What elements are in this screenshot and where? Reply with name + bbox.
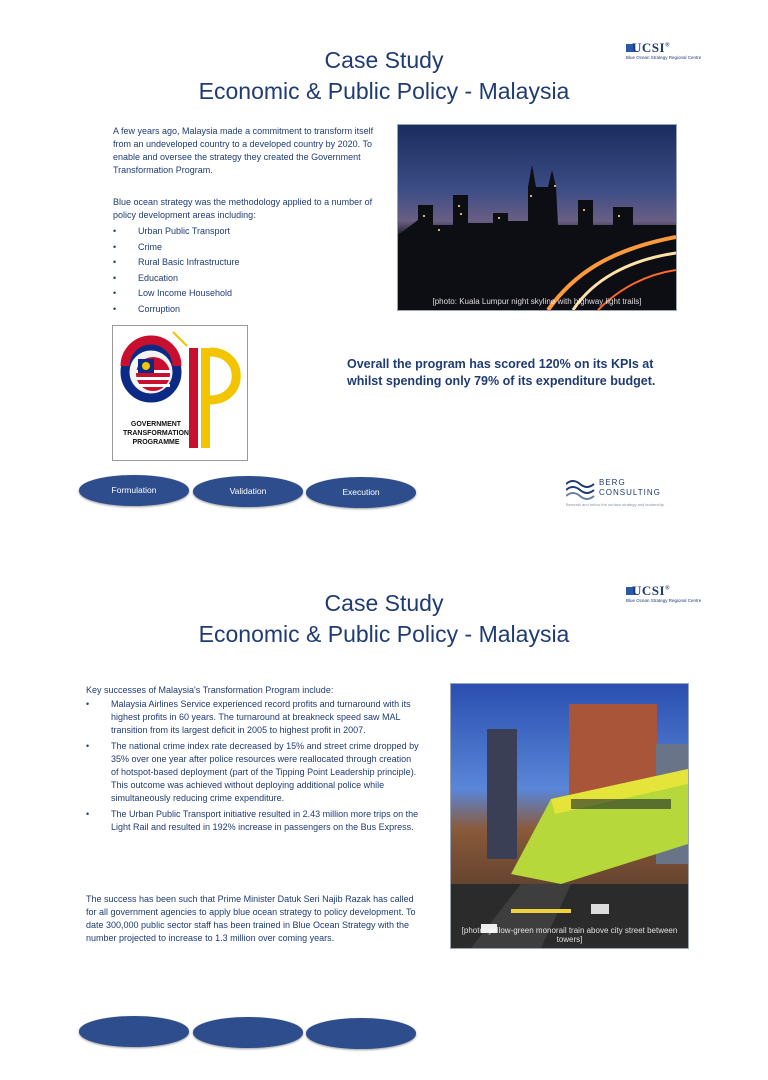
slide-2-title-line1: Case Study [324,590,444,616]
skyline-photo-label: [photo: Kuala Lumpur night skyline with highway light trails] [432,297,642,306]
berg-tagline: Beneath and below the surface strategy and leadership [566,502,664,507]
list-item: • The national crime index rate decreased by 15% and street crime dropped by 35% over one year after police resources were reallocated through creation of hotspot-based deployment (part of the Tipping Point Leadership principle). This outcome was achieved without deploying additional police while simultaneously reducing crime expenditure. [86,740,421,805]
list-item: • Corruption [113,302,373,318]
gtp-emblem-icon [113,326,247,460]
phase-execution: Execution [306,477,416,508]
monorail-photo [450,683,689,949]
monorail-photo-label: [photo: yellow-green monorail train above city street between towers] [461,926,678,944]
phase-validation: Validation [193,476,303,507]
kl-skyline-photo [397,124,677,311]
list-item: • Malaysia Airlines Service experienced record profits and turnaround with its highest profits in 60 years. The turnaround at breakneck speed saw MAL transition from its largest deficit in 2005 to highest profit in 2007. [86,698,421,737]
gtp-logo [112,325,248,461]
policy-areas-list [113,224,373,318]
skyline-illustration [398,125,676,310]
phase-pill-partial [79,1016,189,1047]
berg-consulting-logo [566,478,696,510]
closing-paragraph: The success has been such that Prime Minister Datuk Seri Najib Razak has called for all government agencies to apply blue ocean strategy to policy development. To date 300,000 public sector staff has been trained in Blue Ocean Strategy with the number projected to increase to 1.3 million over coming years. [86,894,416,943]
method-paragraph: Blue ocean strategy was the methodology applied to a number of policy development areas including: [113,197,373,220]
berg-name [599,478,661,498]
list-item: • Low Income Household [113,286,373,302]
slide-2-title-line2: Economic & Public Policy - Malaysia [198,621,570,647]
ucsi-registered-mark: ® [665,585,671,592]
gtp-text-line2: TRANSFORMATION [123,430,189,437]
list-item: • Crime [113,240,373,256]
phase-formulation: Formulation [79,475,189,506]
kpi-highlight-line1: Overall the program has scored 120% on its KPIs at [347,357,654,371]
gtp-text-line1: GOVERNMENT [130,421,182,428]
successes-intro: Key successes of Malaysia's Transformation Program include: [86,685,334,695]
successes-list [86,698,421,834]
kpi-highlight-line2: whilst spending only 79% of its expenditure budget. [347,374,656,388]
phase-pill-partial [193,1017,303,1048]
ucsi-logo-name: UCSI [632,583,666,598]
gtp-text-line3: PROGRAMME [132,439,180,446]
list-item: • Education [113,271,373,287]
intro-paragraph: A few years ago, Malaysia made a commitment to transform itself from an undeveloped country to a developed country by 2020. To enable and oversee the strategy they created the Government Transformation Program. [113,126,374,175]
slide-1-title-line2: Economic & Public Policy - Malaysia [198,78,570,104]
list-item: • The Urban Public Transport initiative resulted in 2.43 million more trips on the Light Rail and resulted in 192% increase in passengers on the Bus Express. [86,808,421,834]
ucsi-logo-subtitle: Blue Ocean Strategy Regional Centre [626,598,702,603]
waves-icon [566,478,596,500]
ucsi-logo-name: UCSI [632,40,666,55]
berg-line2: CONSULTING [599,488,661,497]
slide-1-title-line1: Case Study [324,47,444,73]
ucsi-logo-subtitle: Blue Ocean Strategy Regional Centre [626,55,702,60]
ucsi-registered-mark: ® [665,42,671,49]
phase-pill-partial [306,1018,416,1049]
list-item: • Urban Public Transport [113,224,373,240]
ucsi-logo [626,40,702,64]
berg-line1: BERG [599,478,626,487]
slide-2 [0,540,768,1080]
ucsi-logo [626,583,702,607]
list-item: • Rural Basic Infrastructure [113,255,373,271]
monorail-illustration [451,684,688,948]
